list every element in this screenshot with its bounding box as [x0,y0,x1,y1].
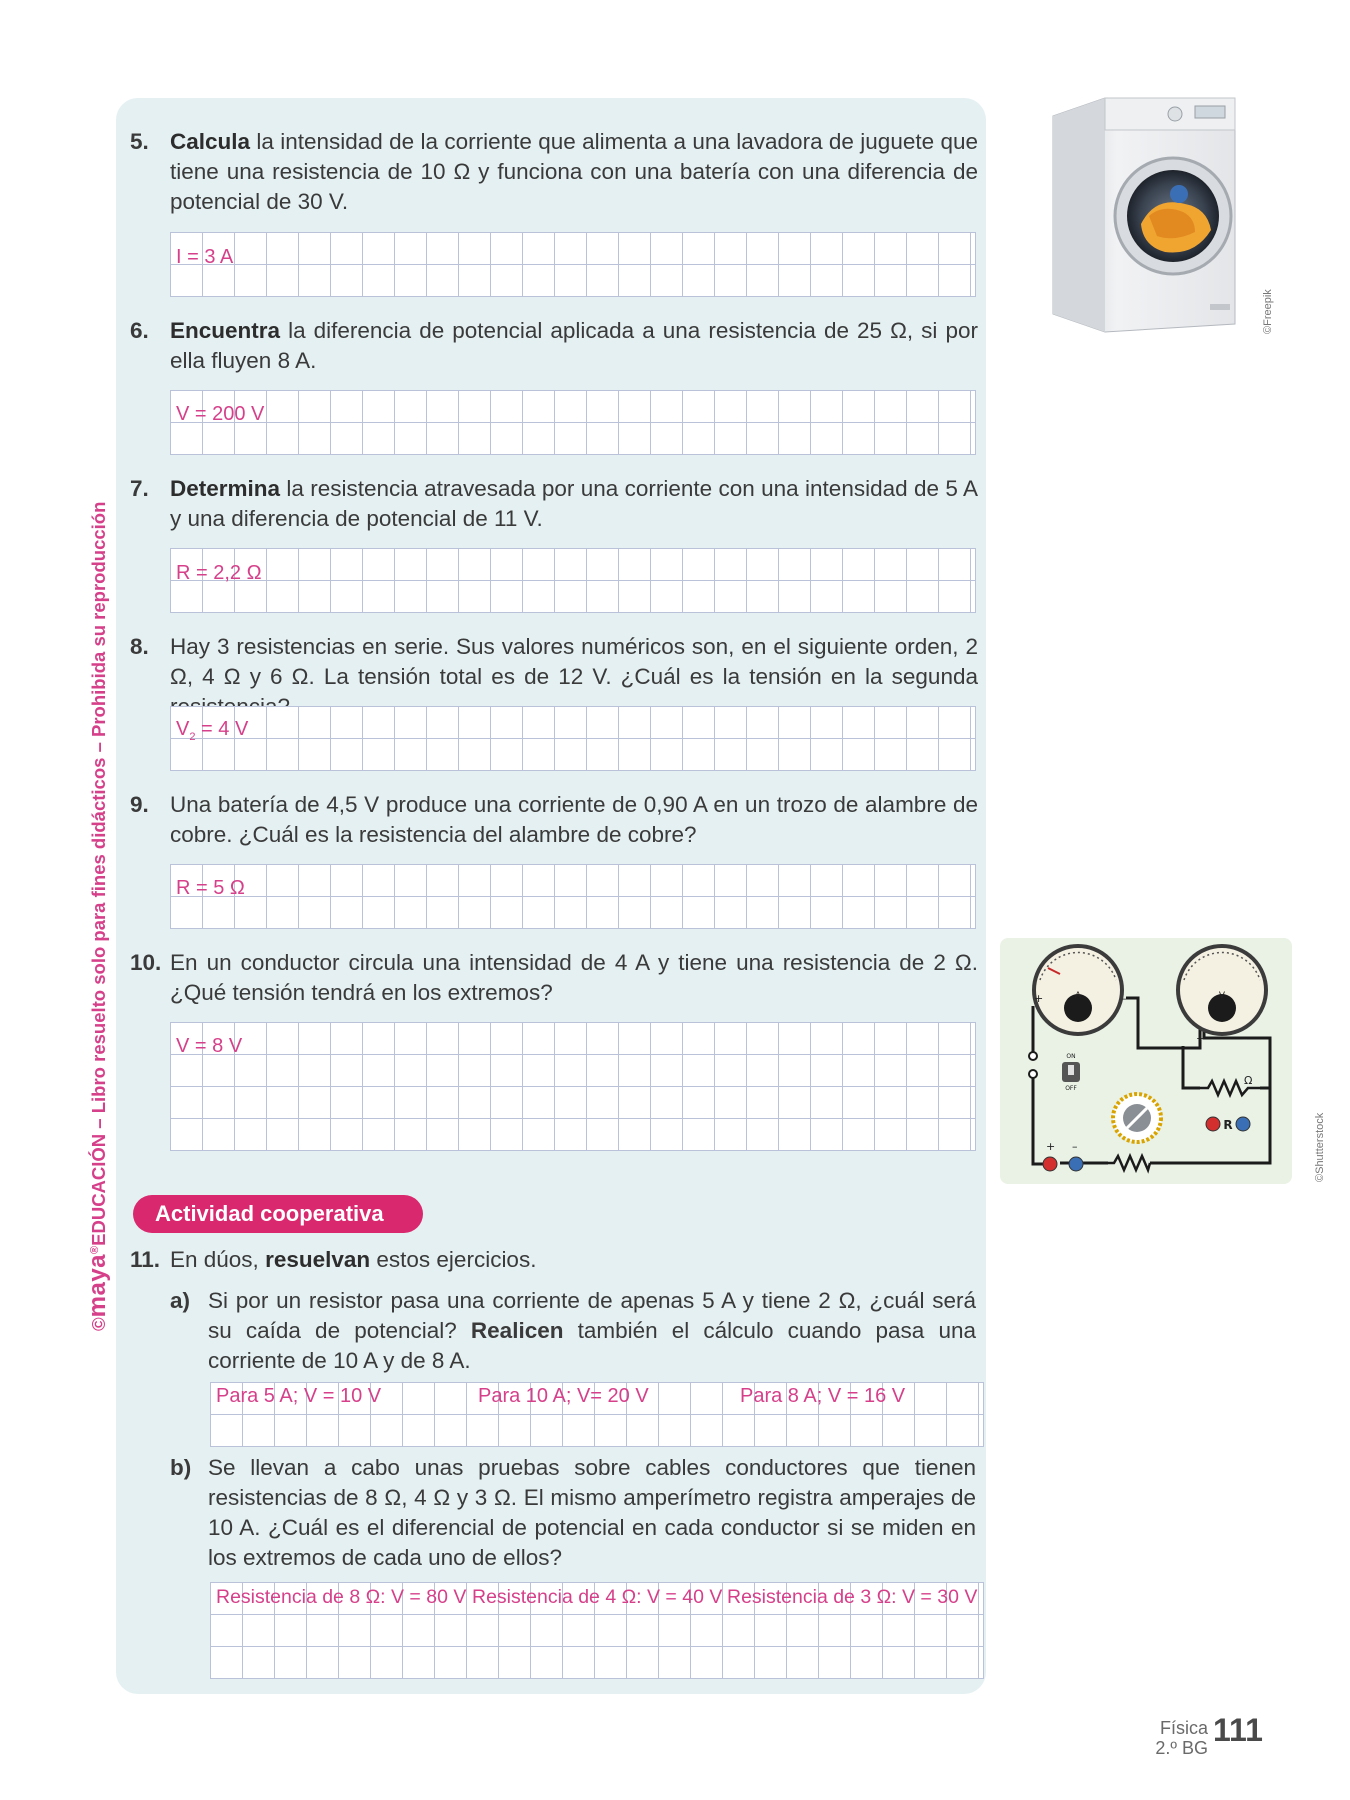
answer-9: R = 5 Ω [176,877,245,899]
switch-on-label: ON [1066,1053,1076,1060]
answer-grid-6[interactable] [170,390,976,455]
page-number: 111 [1213,1712,1263,1748]
question-verb: Encuentra [170,318,281,343]
brand-logo: maya [84,1253,111,1318]
answer-grid-9[interactable] [170,864,976,929]
answer-grid-10[interactable] [170,1022,976,1151]
answer-11a-3: Para 8 A; V = 16 V [740,1385,906,1407]
question-text: la resistencia atravesada por una corriente con una intensidad de 5 A y una diferencia de potencial de 11 V. [170,476,978,531]
cooperative-badge: Actividad cooperativa [133,1195,423,1233]
ammeter-label: A [1074,991,1082,1001]
sidebar-text: EDUCACIÓN – Libro resuelto solo para fines didácticos – Prohibida su reproducción [88,501,109,1246]
answer-subscript: 2 [189,731,196,743]
answer-variable: V [176,718,190,740]
circuit-image [1000,938,1292,1184]
voltmeter-label: V [1218,991,1226,1001]
subquestion-text: Si por un resistor pasa una corriente de apenas 5 A y tiene 2 Ω, ¿cuál será su caída de potencial? [208,1288,976,1343]
question-5 [130,127,978,217]
resistor-label: R [1223,1118,1233,1132]
battery-minus: – [1072,1140,1078,1153]
voltmeter-plus: + [1196,1032,1206,1045]
subquestion-letter: a) [170,1288,191,1313]
answer-11a-2: Para 10 A; V= 20 V [478,1385,649,1407]
question-text: Hay 3 resistencias en serie. Sus valores numéricos son, en el siguiente orden, 2 Ω, 4 Ω y 6 Ω. La tensión total es de 12 V. ¿Cuál es la tensión en la segunda [170,634,978,689]
subquestion-b [170,1453,976,1573]
switch-off-label: OFF [1065,1085,1077,1092]
question-number: 8. [130,634,149,659]
subquestion-letter: b) [170,1455,192,1480]
answer-5: I = 3 A [176,246,234,268]
credit-washer: ©Freepik [1262,289,1274,334]
question-number: 10. [130,950,162,975]
grade-level: 2.º BG [1155,1738,1208,1758]
question-7 [130,474,978,534]
question-verb: Determina [170,476,281,501]
answer-11b-2: Resistencia de 4 Ω: V = 40 V [472,1586,723,1608]
answer-value: = 4 V [195,718,249,740]
question-11 [130,1245,978,1275]
answer-8 [176,717,248,749]
answer-7: R = 2,2 Ω [176,562,262,584]
subject-name: Física [1159,1718,1208,1738]
answer-11b-1: Resistencia de 8 Ω: V = 80 V [216,1586,467,1608]
footer-subject [1128,1718,1208,1758]
question-number: 11. [130,1247,161,1272]
copyright-sidebar [84,501,111,1333]
voltmeter-minus: – [1242,1032,1248,1045]
question-text: la intensidad de la corriente que alimenta a una lavadora de juguete que tiene una resistencia de 10 Ω y funciona con una batería con una diferencia de potencial de 30 V. [170,129,978,214]
question-text: la diferencia de potencial aplicada a una resistencia de 25 Ω, si por ella fluyen 8 A. [170,318,978,373]
subquestion-verb: Realicen [470,1318,564,1343]
registered-mark: ® [88,1245,101,1254]
copyright-symbol: © [88,1317,109,1331]
question-number: 7. [130,476,149,501]
intro-text-end: estos ejercicios. [370,1247,537,1272]
battery-plus: + [1046,1140,1056,1153]
intro-verb: resuelvan [265,1247,371,1272]
answer-grid-7[interactable] [170,548,976,613]
washing-machine-image [1045,96,1245,334]
subquestion-text: Se llevan a cabo unas pruebas sobre cables conductores que tienen resistencias de 8 Ω, 4 Ω y 3 Ω. El mismo amperímetro registra amperajes de 10 A. ¿Cuál es el diferencial de potencial en cada conductor si se miden en los extremos de cada uno de ellos? [208,1455,976,1570]
answer-11a-1: Para 5 A; V = 10 V [216,1385,382,1407]
question-verb: Calcula [170,129,251,154]
answer-6: V = 200 V [176,403,265,425]
answer-11b-3: Resistencia de 3 Ω: V = 30 V [727,1586,978,1608]
answer-grid-5[interactable] [170,232,976,297]
question-text: En un conductor circula una intensidad de 4 A y tiene una resistencia de 2 Ω. ¿Qué tensión tendrá en los extremos? [170,950,978,1005]
question-9 [130,790,978,850]
question-10 [130,948,978,1008]
question-number: 5. [130,129,149,154]
subquestion-a [170,1286,976,1376]
ohm-label: Ω [1244,1074,1253,1087]
question-text: Una batería de 4,5 V produce una corriente de 0,90 A en un trozo de alambre de cobre. ¿Cuál es la resistencia del alambre de cobre? [170,792,978,847]
question-number: 9. [130,792,149,817]
intro-text: En dúos, [170,1247,266,1272]
credit-circuit: ©Shutterstock [1314,1112,1326,1182]
ammeter-minus: – [1122,992,1128,1005]
subquestion-text-end: también el cálculo cuando pasa una corriente de 10 A y de 8 A. [208,1318,976,1373]
question-6 [130,316,978,376]
question-number: 6. [130,318,149,343]
answer-grid-8[interactable] [170,706,976,771]
answer-10: V = 8 V [176,1035,243,1057]
ammeter-plus: + [1034,992,1044,1005]
